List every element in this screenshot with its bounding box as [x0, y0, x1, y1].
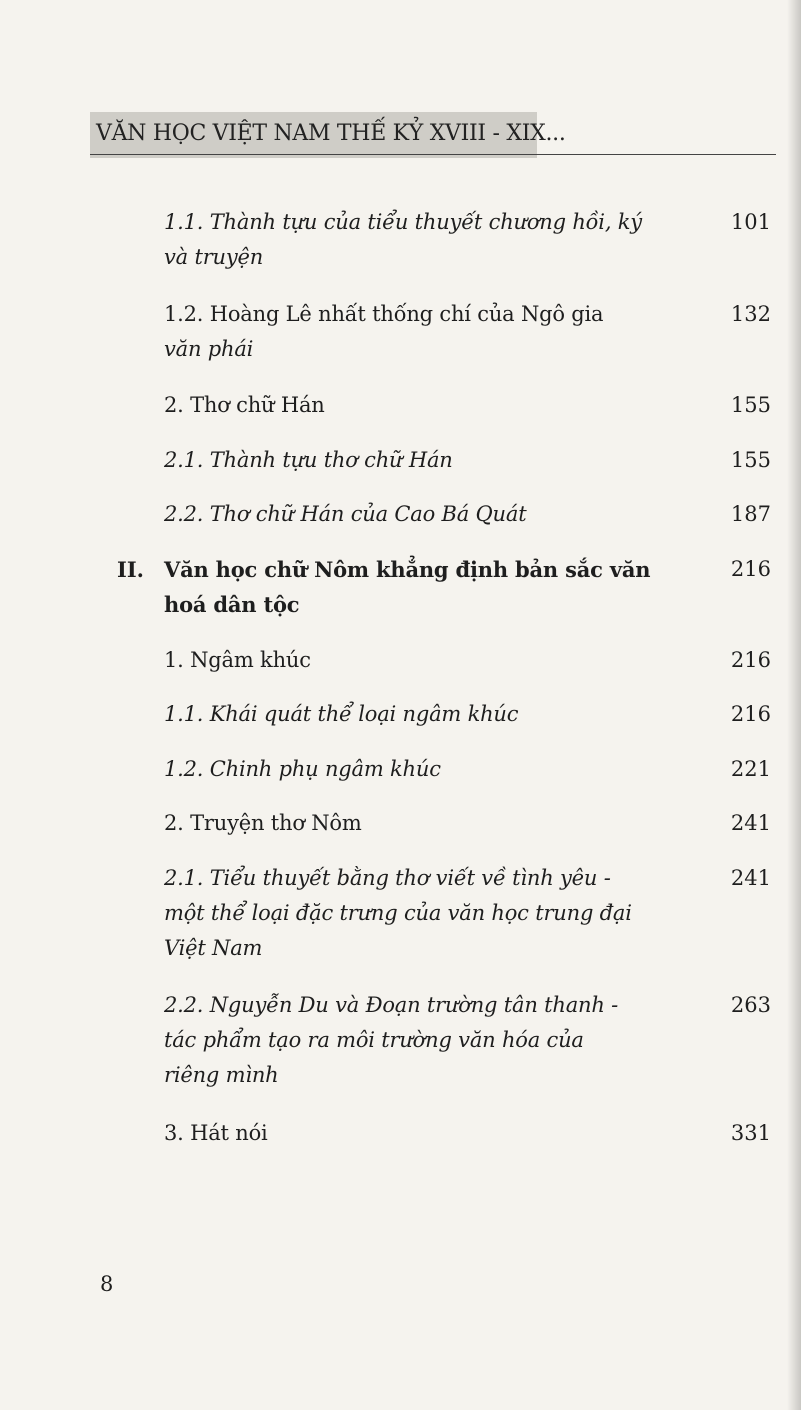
toc-entry-ii-3 [164, 1116, 268, 1151]
toc-entry-ii-1-2 [164, 752, 441, 787]
toc-entry-text: 1.2. Hoàng Lê nhất thống chí của Ngô gia [164, 302, 604, 326]
toc-section-numeral: II. [117, 557, 144, 582]
toc-entry-ii-2-1 [164, 861, 704, 966]
toc-page-ref: 221 [730, 757, 771, 781]
toc-entry-text: và truyện [164, 245, 264, 269]
toc-entry-2 [164, 388, 325, 423]
toc-entry-text: tác phẩm tạo ra môi trường văn hóa của [164, 1028, 584, 1052]
toc-entry-ii-1-1 [164, 697, 518, 732]
toc-page-ref: 241 [730, 866, 771, 890]
toc-entry-text: 1.1. Khái quát thể loại ngâm khúc [164, 702, 519, 726]
page-number: 8 [100, 1272, 114, 1296]
toc-entry-ii-2 [164, 806, 362, 841]
toc-entry-text: 1.2. Chinh phụ ngâm khúc [164, 757, 441, 781]
page-edge-shadow [787, 0, 801, 1410]
toc-entry-text: 2.1. Thành tựu thơ chữ Hán [164, 448, 453, 472]
toc-entry-2-2 [164, 497, 526, 532]
toc-page-ref: 155 [730, 393, 771, 417]
toc-entry-text: 3. Hát nói [164, 1121, 268, 1145]
toc-entry-text: 1. Ngâm khúc [164, 648, 311, 672]
toc-entry-text: Văn học chữ Nôm khẳng định bản sắc văn [164, 557, 651, 582]
toc-page-ref: 101 [730, 210, 771, 234]
toc-entry-1-2 [164, 297, 684, 367]
toc-page-ref: 155 [730, 448, 771, 472]
toc-section-ii [164, 552, 684, 622]
toc-entry-text: hoá dân tộc [164, 592, 300, 617]
toc-entry-ii-1 [164, 643, 311, 678]
toc-entry-text: 2.2. Nguyễn Du và Đoạn trường tân thanh - [164, 993, 619, 1017]
toc-page-ref: 132 [730, 302, 771, 326]
toc-page-ref: 187 [730, 502, 771, 526]
toc-page-ref: 216 [730, 702, 771, 726]
toc-entry-text: một thể loại đặc trưng của văn học trung đại [164, 901, 632, 925]
toc-page-ref: 263 [730, 993, 771, 1017]
toc-entry-text: 2. Truyện thơ Nôm [164, 811, 362, 835]
running-header-title: VĂN HỌC VIỆT NAM THẾ KỶ XVIII - XIX... [96, 121, 566, 146]
toc-entry-text: 2. Thơ chữ Hán [164, 393, 325, 417]
toc-entry-text: 2.1. Tiểu thuyết bằng thơ viết về tình yêu - [164, 866, 611, 890]
toc-page-ref: 331 [730, 1121, 771, 1145]
toc-entry-2-1 [164, 443, 453, 478]
toc-entry-text: riêng mình [164, 1063, 279, 1087]
toc-entry-text: văn phái [164, 337, 254, 361]
header-rule [90, 154, 776, 155]
toc-entry-1-1 [164, 205, 684, 275]
toc-entry-text: Việt Nam [164, 936, 263, 960]
toc-page-ref: 216 [730, 648, 771, 672]
toc-page-ref: 216 [730, 557, 771, 581]
toc-page-ref: 241 [730, 811, 771, 835]
toc-entry-text: 1.1. Thành tựu của tiểu thuyết chương hồi, ký [164, 210, 642, 234]
toc-entry-ii-2-2 [164, 988, 704, 1093]
toc-entry-text: 2.2. Thơ chữ Hán của Cao Bá Quát [164, 502, 527, 526]
